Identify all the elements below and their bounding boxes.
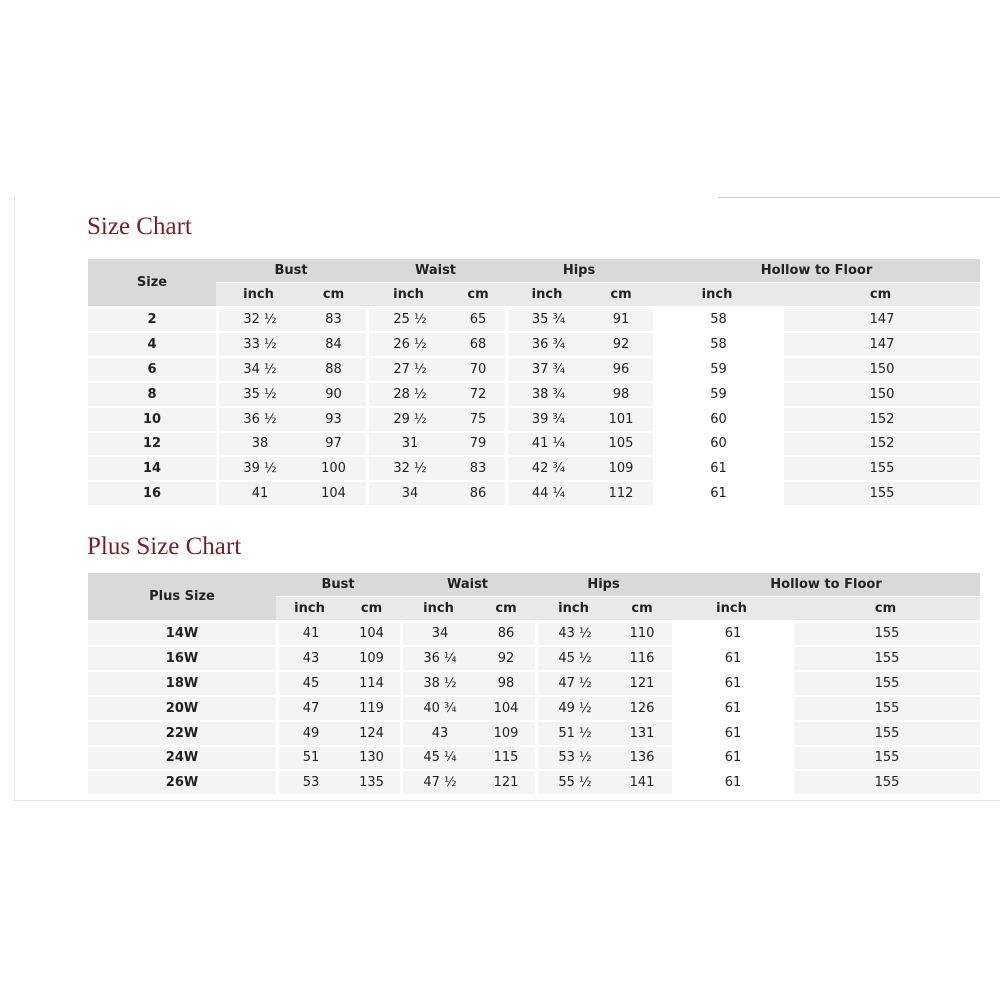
plus-size-column-header: Plus Size — [88, 573, 276, 620]
bust-inch-cell: 35 ½ — [216, 381, 301, 406]
bust-cm-cell: 104 — [343, 620, 400, 646]
unit-header-inch: inch — [216, 282, 301, 306]
hips-cm-cell: 131 — [612, 720, 672, 745]
bust-cm-cell: 88 — [301, 356, 366, 381]
hips-cm-cell: 98 — [589, 381, 653, 406]
size-cell: 16 — [88, 480, 216, 505]
hips-inch-cell: 41 ¼ — [505, 431, 589, 456]
waist-inch-cell: 31 — [366, 431, 451, 456]
waist-inch-cell: 45 ¼ — [400, 745, 477, 770]
waist-cm-cell: 68 — [451, 331, 505, 356]
size-cell: 14 — [88, 455, 216, 480]
bust-inch-cell: 51 — [276, 745, 343, 770]
hips-inch-cell: 36 ¾ — [505, 331, 589, 356]
plus-size-chart-title: Plus Size Chart — [87, 533, 242, 560]
hips-header: Hips — [505, 259, 653, 282]
hips-cm-cell: 126 — [612, 695, 672, 720]
hips-cm-cell: 136 — [612, 745, 672, 770]
hips-inch-cell: 39 ¾ — [505, 406, 589, 431]
size-cell: 26W — [88, 769, 276, 794]
waist-inch-cell: 28 ½ — [366, 381, 451, 406]
hips-cm-cell: 105 — [589, 431, 653, 456]
unit-header-inch: inch — [366, 282, 451, 306]
table-row — [88, 331, 980, 356]
unit-header-cm: cm — [589, 282, 653, 306]
waist-cm-cell: 98 — [477, 670, 535, 695]
waist-cm-cell: 70 — [451, 356, 505, 381]
waist-inch-cell: 36 ¼ — [400, 645, 477, 670]
waist-cm-cell: 83 — [451, 455, 505, 480]
bust-inch-cell: 41 — [276, 620, 343, 646]
bust-cm-cell: 97 — [301, 431, 366, 456]
size-cell: 18W — [88, 670, 276, 695]
table-row — [88, 381, 980, 406]
unit-header-inch: inch — [505, 282, 589, 306]
hips-inch-cell: 44 ¼ — [505, 480, 589, 505]
unit-header-cm: cm — [791, 596, 980, 620]
hollow-inch-cell: 60 — [653, 431, 781, 456]
hips-cm-cell: 141 — [612, 769, 672, 794]
bust-cm-cell: 100 — [301, 455, 366, 480]
bust-cm-cell: 119 — [343, 695, 400, 720]
waist-header: Waist — [400, 573, 535, 596]
table-row — [88, 356, 980, 381]
hollow-inch-cell: 59 — [653, 381, 781, 406]
waist-inch-cell: 26 ½ — [366, 331, 451, 356]
bust-cm-cell: 104 — [301, 480, 366, 505]
table-row — [88, 769, 980, 794]
waist-header: Waist — [366, 259, 505, 282]
bust-inch-cell: 38 — [216, 431, 301, 456]
unit-header-cm: cm — [301, 282, 366, 306]
hollow-cm-cell: 150 — [781, 381, 980, 406]
waist-inch-cell: 32 ½ — [366, 455, 451, 480]
hips-inch-cell: 51 ½ — [535, 720, 612, 745]
bust-inch-cell: 41 — [216, 480, 301, 505]
unit-header-inch: inch — [672, 596, 791, 620]
size-cell: 10 — [88, 406, 216, 431]
waist-inch-cell: 34 — [366, 480, 451, 505]
hips-inch-cell: 49 ½ — [535, 695, 612, 720]
bust-inch-cell: 53 — [276, 769, 343, 794]
bust-inch-cell: 36 ½ — [216, 406, 301, 431]
hollow-cm-cell: 152 — [781, 431, 980, 456]
hips-inch-cell: 42 ¾ — [505, 455, 589, 480]
hollow-inch-cell: 61 — [653, 480, 781, 505]
hips-inch-cell: 35 ¾ — [505, 306, 589, 332]
bust-cm-cell: 84 — [301, 331, 366, 356]
hips-inch-cell: 45 ½ — [535, 645, 612, 670]
hollow-inch-cell: 58 — [653, 306, 781, 332]
size-chart-body — [88, 306, 980, 505]
hollow-inch-cell: 61 — [653, 455, 781, 480]
hollow-cm-cell: 155 — [791, 670, 980, 695]
hips-cm-cell: 112 — [589, 480, 653, 505]
waist-inch-cell: 38 ½ — [400, 670, 477, 695]
hollow-to-floor-header: Hollow to Floor — [672, 573, 980, 596]
waist-cm-cell: 79 — [451, 431, 505, 456]
size-cell: 22W — [88, 720, 276, 745]
hips-cm-cell: 91 — [589, 306, 653, 332]
top-divider — [718, 197, 1000, 198]
size-cell: 12 — [88, 431, 216, 456]
bust-cm-cell: 109 — [343, 645, 400, 670]
table-row — [88, 620, 980, 646]
hollow-cm-cell: 155 — [791, 745, 980, 770]
bust-header: Bust — [276, 573, 400, 596]
bust-inch-cell: 33 ½ — [216, 331, 301, 356]
unit-header-inch: inch — [400, 596, 477, 620]
unit-header-inch: inch — [653, 282, 781, 306]
size-cell: 4 — [88, 331, 216, 356]
table-row — [88, 455, 980, 480]
bust-inch-cell: 39 ½ — [216, 455, 301, 480]
hips-cm-cell: 96 — [589, 356, 653, 381]
table-row — [88, 431, 980, 456]
hollow-cm-cell: 155 — [781, 480, 980, 505]
hips-header: Hips — [535, 573, 672, 596]
hollow-inch-cell: 61 — [672, 745, 791, 770]
unit-header-inch: inch — [276, 596, 343, 620]
waist-cm-cell: 75 — [451, 406, 505, 431]
size-cell: 24W — [88, 745, 276, 770]
hollow-cm-cell: 147 — [781, 331, 980, 356]
waist-cm-cell: 92 — [477, 645, 535, 670]
waist-inch-cell: 27 ½ — [366, 356, 451, 381]
size-cell: 6 — [88, 356, 216, 381]
waist-inch-cell: 43 — [400, 720, 477, 745]
table-row — [88, 645, 980, 670]
table-row — [88, 306, 980, 332]
hips-cm-cell: 109 — [589, 455, 653, 480]
bust-inch-cell: 49 — [276, 720, 343, 745]
bust-cm-cell: 90 — [301, 381, 366, 406]
bust-inch-cell: 34 ½ — [216, 356, 301, 381]
hips-inch-cell: 53 ½ — [535, 745, 612, 770]
hips-cm-cell: 121 — [612, 670, 672, 695]
bust-cm-cell: 114 — [343, 670, 400, 695]
unit-header-cm: cm — [343, 596, 400, 620]
hips-inch-cell: 37 ¾ — [505, 356, 589, 381]
hollow-cm-cell: 155 — [791, 769, 980, 794]
hips-cm-cell: 101 — [589, 406, 653, 431]
hollow-cm-cell: 152 — [781, 406, 980, 431]
size-cell: 16W — [88, 645, 276, 670]
size-cell: 2 — [88, 306, 216, 332]
hollow-cm-cell: 155 — [791, 695, 980, 720]
table-row — [88, 406, 980, 431]
hollow-cm-cell: 150 — [781, 356, 980, 381]
hollow-cm-cell: 155 — [791, 620, 980, 646]
hips-cm-cell: 110 — [612, 620, 672, 646]
unit-header-inch: inch — [535, 596, 612, 620]
bust-inch-cell: 45 — [276, 670, 343, 695]
size-cell: 14W — [88, 620, 276, 646]
size-column-header: Size — [88, 259, 216, 306]
bust-cm-cell: 135 — [343, 769, 400, 794]
waist-inch-cell: 29 ½ — [366, 406, 451, 431]
bust-inch-cell: 43 — [276, 645, 343, 670]
hips-cm-cell: 116 — [612, 645, 672, 670]
hips-inch-cell: 38 ¾ — [505, 381, 589, 406]
size-cell: 20W — [88, 695, 276, 720]
bust-cm-cell: 124 — [343, 720, 400, 745]
bust-inch-cell: 47 — [276, 695, 343, 720]
hollow-to-floor-header: Hollow to Floor — [653, 259, 980, 282]
waist-cm-cell: 86 — [451, 480, 505, 505]
hips-cm-cell: 92 — [589, 331, 653, 356]
table-row — [88, 670, 980, 695]
unit-header-cm: cm — [781, 282, 980, 306]
bust-header: Bust — [216, 259, 366, 282]
hips-inch-cell: 43 ½ — [535, 620, 612, 646]
waist-cm-cell: 104 — [477, 695, 535, 720]
waist-cm-cell: 86 — [477, 620, 535, 646]
unit-header-cm: cm — [451, 282, 505, 306]
waist-cm-cell: 65 — [451, 306, 505, 332]
hollow-inch-cell: 59 — [653, 356, 781, 381]
bust-cm-cell: 83 — [301, 306, 366, 332]
hollow-inch-cell: 61 — [672, 620, 791, 646]
table-row — [88, 480, 980, 505]
plus-size-chart-table — [88, 573, 980, 794]
hollow-cm-cell: 155 — [791, 645, 980, 670]
hollow-cm-cell: 147 — [781, 306, 980, 332]
unit-header-cm: cm — [612, 596, 672, 620]
plus-size-chart-body — [88, 620, 980, 795]
waist-inch-cell: 34 — [400, 620, 477, 646]
bust-cm-cell: 93 — [301, 406, 366, 431]
hollow-inch-cell: 58 — [653, 331, 781, 356]
size-chart-title: Size Chart — [87, 213, 192, 240]
hollow-inch-cell: 60 — [653, 406, 781, 431]
unit-header-row — [88, 282, 980, 306]
size-chart-table — [88, 259, 980, 505]
waist-cm-cell: 72 — [451, 381, 505, 406]
hollow-cm-cell: 155 — [791, 720, 980, 745]
waist-inch-cell: 40 ¾ — [400, 695, 477, 720]
waist-cm-cell: 115 — [477, 745, 535, 770]
unit-header-cm: cm — [477, 596, 535, 620]
hollow-cm-cell: 155 — [781, 455, 980, 480]
waist-inch-cell: 25 ½ — [366, 306, 451, 332]
waist-cm-cell: 109 — [477, 720, 535, 745]
hollow-inch-cell: 61 — [672, 695, 791, 720]
waist-inch-cell: 47 ½ — [400, 769, 477, 794]
hollow-inch-cell: 61 — [672, 720, 791, 745]
hollow-inch-cell: 61 — [672, 769, 791, 794]
table-row — [88, 720, 980, 745]
hips-inch-cell: 55 ½ — [535, 769, 612, 794]
waist-cm-cell: 121 — [477, 769, 535, 794]
size-cell: 8 — [88, 381, 216, 406]
hollow-inch-cell: 61 — [672, 645, 791, 670]
bust-cm-cell: 130 — [343, 745, 400, 770]
table-row — [88, 695, 980, 720]
hollow-inch-cell: 61 — [672, 670, 791, 695]
hips-inch-cell: 47 ½ — [535, 670, 612, 695]
table-row — [88, 745, 980, 770]
bust-inch-cell: 32 ½ — [216, 306, 301, 332]
